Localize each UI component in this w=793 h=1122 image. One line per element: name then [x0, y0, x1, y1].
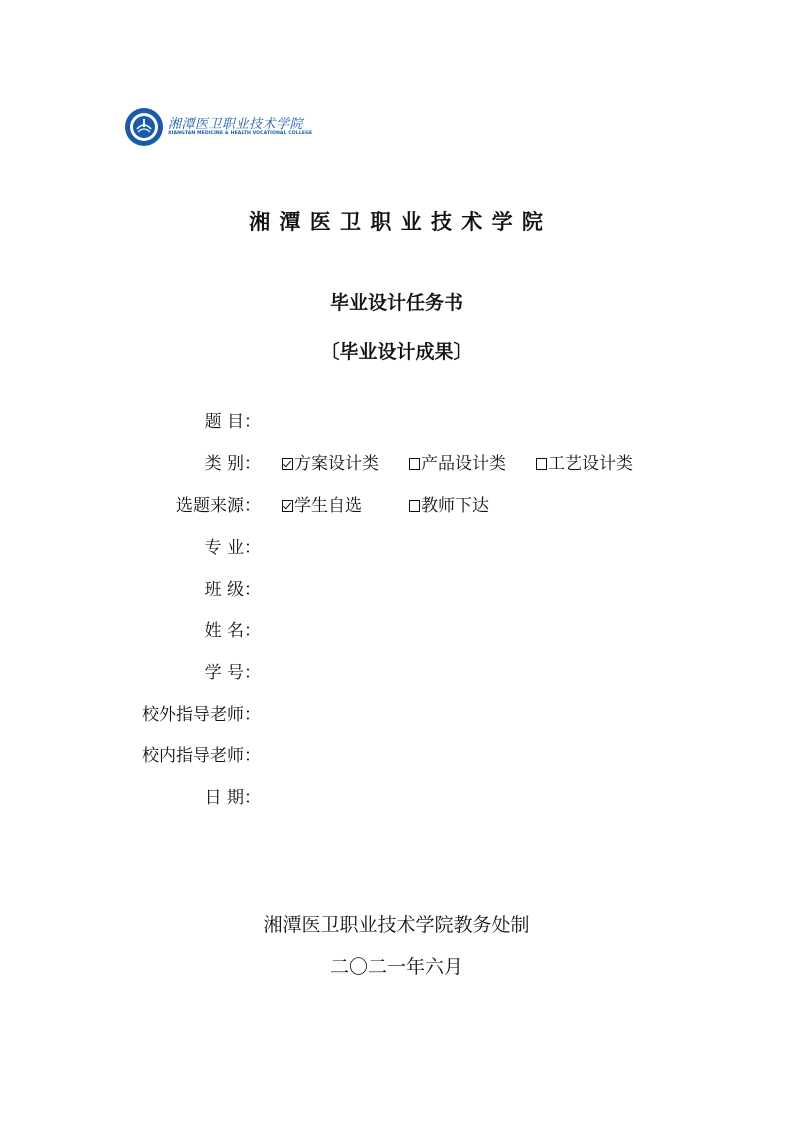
field-row-student-id [0, 659, 793, 687]
field-label-external-advisor: 校外指导老师： [142, 705, 261, 725]
category-option-scheme[interactable] [282, 450, 379, 478]
unchecked-checkbox-icon[interactable] [409, 500, 420, 512]
field-label-student-id: 学 号： [204, 663, 261, 683]
source-option-teacher[interactable] [409, 492, 489, 520]
field-label-name: 姓 名： [204, 621, 261, 641]
field-row-internal-advisor [0, 742, 793, 770]
document-title: 毕业设计任务书 [329, 292, 463, 314]
field-label-source: 选题来源： [176, 496, 261, 516]
field-row-category [0, 450, 793, 478]
field-row-external-advisor [0, 701, 793, 729]
field-label-title: 题 目： [204, 412, 261, 432]
field-label-major: 专 业： [204, 538, 261, 558]
field-row-class [0, 576, 793, 604]
field-label-internal-advisor: 校内指导老师： [142, 746, 261, 766]
document-subtitle: 〔毕业设计成果〕 [320, 341, 473, 363]
category-option-label: 产品设计类 [421, 454, 506, 474]
field-row-date [0, 784, 793, 812]
issuer-text: 湘潭医卫职业技术学院教务处制 [263, 914, 530, 936]
logo-name-cn: 湘潭医卫职业技术学院 [168, 117, 304, 132]
category-option-label: 工艺设计类 [548, 454, 633, 474]
issue-date-text: 二〇二一年六月 [329, 956, 463, 978]
logo-name-en: XIANGTAN MEDICINE & HEALTH VOCATIONAL COLLEGE [168, 131, 313, 136]
checked-checkbox-icon[interactable] [282, 500, 293, 512]
unchecked-checkbox-icon[interactable] [409, 458, 420, 470]
field-row-name [0, 617, 793, 645]
field-label-category: 类 别： [204, 454, 261, 474]
source-option-student[interactable] [282, 492, 362, 520]
field-row-major [0, 534, 793, 562]
college-name-heading: 湘 潭 医 卫 职 业 技 术 学 院 [249, 210, 544, 234]
unchecked-checkbox-icon[interactable] [536, 458, 547, 470]
field-row-source [0, 492, 793, 520]
college-seal-icon [124, 107, 164, 147]
field-label-date: 日 期： [204, 788, 261, 808]
field-label-class: 班 级： [204, 580, 261, 600]
category-option-label: 方案设计类 [294, 454, 379, 474]
category-option-product[interactable] [409, 450, 506, 478]
source-option-label: 学生自选 [294, 496, 362, 516]
college-logo [124, 107, 313, 149]
source-option-label: 教师下达 [421, 496, 489, 516]
category-option-process[interactable] [536, 450, 633, 478]
field-row-title [0, 408, 793, 436]
checked-checkbox-icon[interactable] [282, 458, 293, 470]
